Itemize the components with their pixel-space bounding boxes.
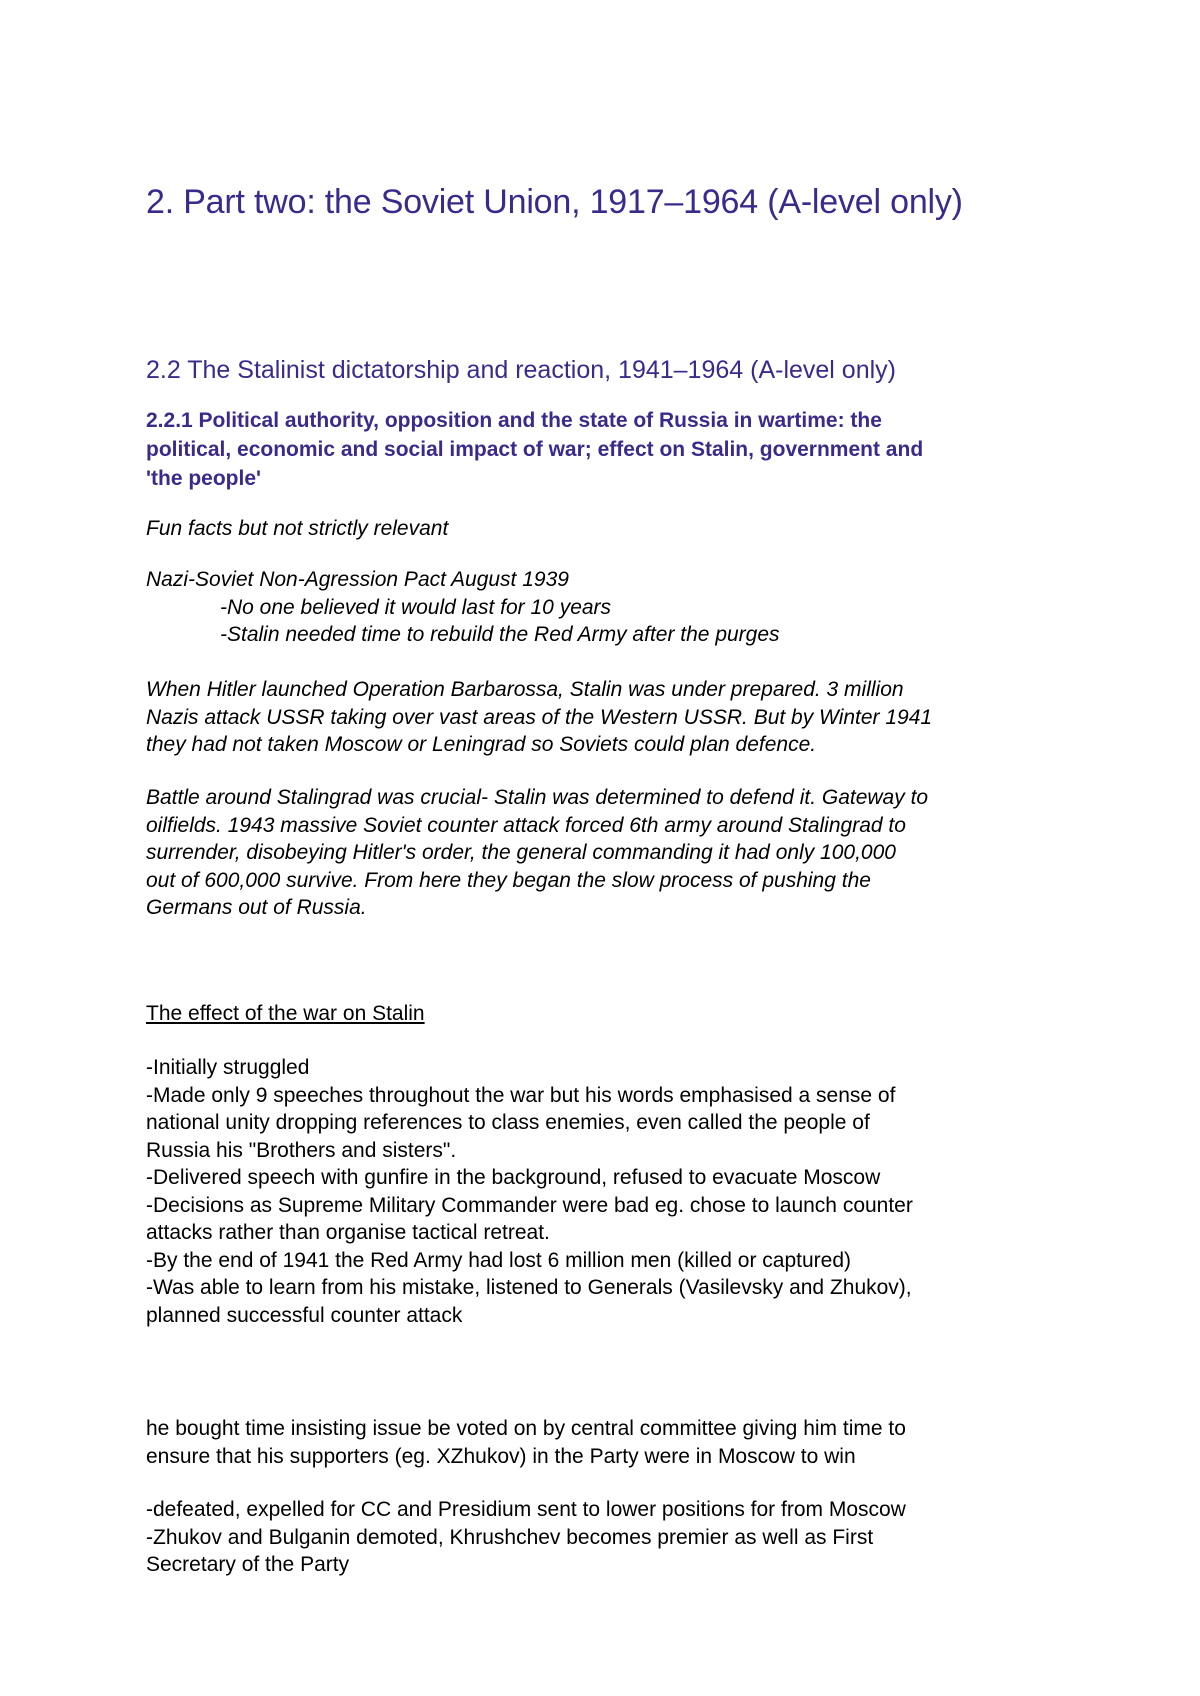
effect-line: attacks rather than organise tactical retreat. xyxy=(146,1221,550,1244)
paragraph-line: out of 600,000 survive. From here they began the slow process of pushing the xyxy=(146,868,871,892)
paragraph-line: Germans out of Russia. xyxy=(146,896,367,919)
stalingrad-paragraph xyxy=(146,784,928,922)
barbarossa-paragraph xyxy=(146,676,932,759)
effect-list xyxy=(146,1054,913,1329)
paragraph-line: Battle around Stalingrad was crucial- Stalin was determined to defend it. Gateway to xyxy=(146,786,929,809)
section-heading: 2.2 The Stalinist dictatorship and reaction, 1941–1964 (A-level only) xyxy=(146,356,896,384)
defeat-line: -Zhukov and Bulganin demoted, Khrushchev becomes premier as well as First xyxy=(146,1525,874,1549)
subsection-heading-line: 2.2.1 Political authority, opposition and the state of Russia in wartime: the xyxy=(146,409,882,432)
paragraph-line: oilfields. 1943 massive Soviet counter attack forced 6th army around Stalingrad to xyxy=(146,813,906,837)
defeat-list xyxy=(146,1496,906,1579)
effect-line: national unity dropping references to class enemies, even called the people of xyxy=(146,1111,870,1134)
paragraph-line: surrender, disobeying Hitler's order, the general commanding it had only 100,000 xyxy=(146,841,896,864)
paragraph-line: they had not taken Moscow or Leningrad so Soviets could plan defence. xyxy=(146,733,817,756)
pact-block xyxy=(146,566,780,649)
subsection-heading-line: political, economic and social impact of war; effect on Stalin, government and xyxy=(146,438,924,461)
effect-line: -By the end of 1941 the Red Army had lost 6 million men (killed or captured) xyxy=(146,1248,852,1272)
effect-line: -Made only 9 speeches throughout the war but his words emphasised a sense of xyxy=(146,1083,896,1107)
effect-line: planned successful counter attack xyxy=(146,1303,463,1327)
subsection-heading xyxy=(146,406,1086,493)
subsection-heading-line: 'the people' xyxy=(146,467,261,490)
effect-line: -Delivered speech with gunfire in the background, refused to evacuate Moscow xyxy=(146,1166,881,1189)
effect-line: -Decisions as Supreme Military Commander were bad eg. chose to launch counter xyxy=(146,1193,913,1217)
paragraph-line: Nazis attack USSR taking over vast areas of the Western USSR. But by Winter 1941 xyxy=(146,705,933,729)
paragraph-line: When Hitler launched Operation Barbarossa, Stalin was under prepared. 3 million xyxy=(146,678,904,701)
fun-facts-note: Fun facts but not strictly relevant xyxy=(146,517,449,540)
pact-title: Nazi-Soviet Non-Agression Pact August 1939 xyxy=(146,568,569,591)
paragraph-line: he bought time insisting issue be voted on by central committee giving him time to xyxy=(146,1417,906,1440)
effect-line: -Initially struggled xyxy=(146,1056,310,1079)
effect-line: -Was able to learn from his mistake, listened to Generals (Vasilevsky and Zhukov), xyxy=(146,1276,912,1299)
effect-line: Russia his "Brothers and sisters". xyxy=(146,1138,457,1162)
paragraph-line: ensure that his supporters (eg. XZhukov) in the Party were in Moscow to win xyxy=(146,1444,856,1468)
defeat-line: Secretary of the Party xyxy=(146,1553,350,1576)
pact-point: -No one believed it would last for 10 years xyxy=(220,595,612,619)
effect-heading: The effect of the war on Stalin xyxy=(146,1002,425,1025)
defeat-line: -defeated, expelled for CC and Presidium sent to lower positions for from Moscow xyxy=(146,1498,906,1521)
pact-point: -Stalin needed time to rebuild the Red Army after the purges xyxy=(220,623,780,646)
time-paragraph xyxy=(146,1415,906,1470)
part-heading: 2. Part two: the Soviet Union, 1917–1964 (A-level only) xyxy=(146,183,963,221)
